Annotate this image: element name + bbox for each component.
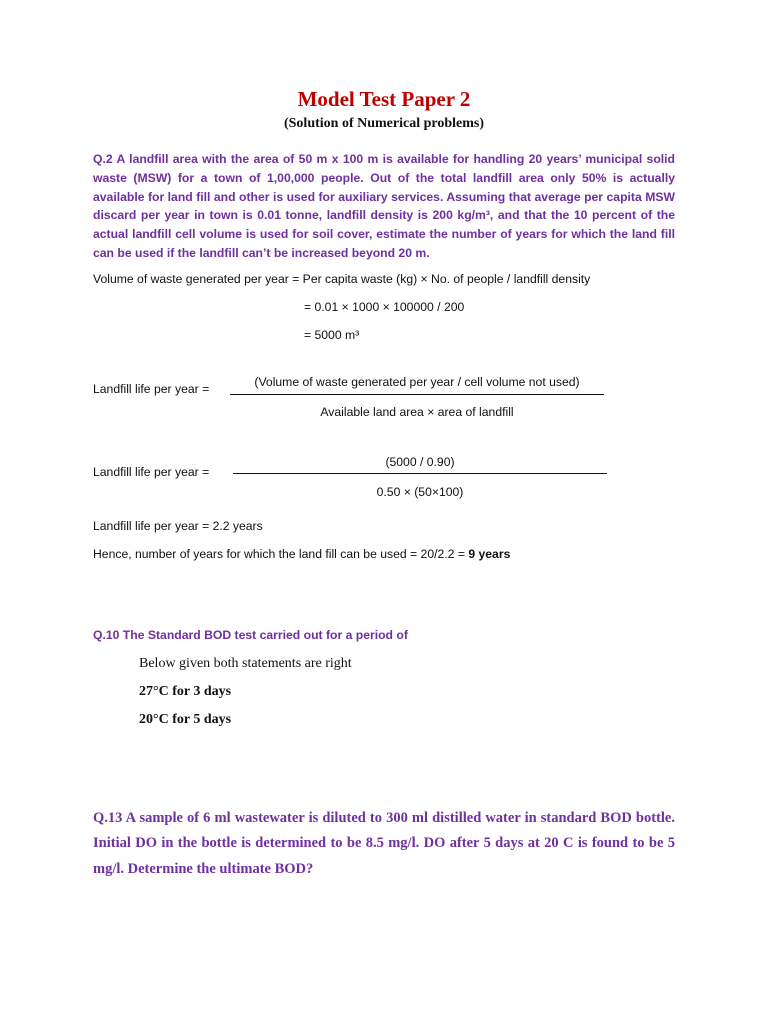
fraction-1-label: Landfill life per year = xyxy=(93,382,210,396)
volume-formula-line: Volume of waste generated per year = Per capita waste (kg) × No. of people / landfill density xyxy=(93,272,591,286)
page-title: Model Test Paper 2 xyxy=(297,87,471,111)
fraction-2-numerator: (5000 / 0.90) xyxy=(385,455,455,469)
question-13-text: Q.13 A sample of 6 ml wastewater is diluted to 300 ml distilled water in standard BOD bottle. Initial DO in the bottle is determined to be 8.5 mg/l. DO after 5 days at 20 C is found to be 5 mg/l. Determine the ultimate BOD? xyxy=(93,810,675,877)
question-10-option-1: 27°C for 3 days xyxy=(139,684,232,699)
fraction-1-bar xyxy=(230,394,604,395)
fraction-2-denominator: 0.50 × (50×100) xyxy=(376,485,464,499)
volume-calc-step-1: = 0.01 × 1000 × 100000 / 200 xyxy=(304,300,465,314)
fraction-1-numerator: (Volume of waste generated per year / cell volume not used) xyxy=(254,375,580,389)
question-2-text: Q.2 A landfill area with the area of 50 m x 100 m is available for handling 20 years’ municipal solid waste (MSW) for a town of 1,00,000 people. Out of the total landfill area only 50% is actually available for land fill and other is used for auxiliary services. Assuming that average per capita MSW discard per year in town is 0.01 tonne, landfill density is 200 kg/m³, and that the 10 percent of the actual landfill cell volume is used for soil cover, estimate the number of years for which the land fill can be used if the landfill can’t be increased beyond 20 m. xyxy=(93,152,675,260)
fraction-2-label: Landfill life per year = xyxy=(93,465,210,479)
page-subtitle: (Solution of Numerical problems) xyxy=(283,116,484,131)
question-10-option-2: 20°C for 5 days xyxy=(139,712,232,727)
hence-answer: 9 years xyxy=(468,547,511,561)
volume-calc-step-2: = 5000 m³ xyxy=(304,328,360,342)
hence-text: Hence, number of years for which the land fill can be used = 20/2.2 = xyxy=(93,547,469,561)
fraction-2-bar xyxy=(233,473,607,474)
landfill-life-result: Landfill life per year = 2.2 years xyxy=(93,519,263,533)
hence-conclusion xyxy=(93,547,510,561)
question-10-statement: Below given both statements are right xyxy=(139,656,352,671)
question-10-text: Q.10 The Standard BOD test carried out for a period of xyxy=(93,628,408,642)
fraction-1-denominator: Available land area × area of landfill xyxy=(320,405,514,419)
